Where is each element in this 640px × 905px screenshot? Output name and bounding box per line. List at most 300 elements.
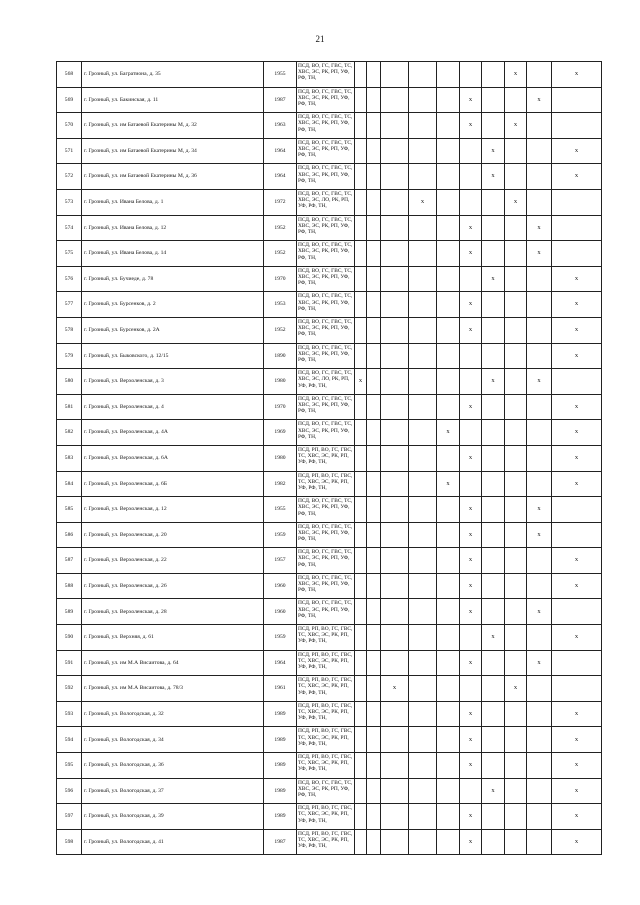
mark-cell: x <box>552 317 602 343</box>
mark-cell: x <box>460 292 482 318</box>
row-number-cell: 588 <box>57 573 82 599</box>
mark-cell: x <box>460 522 482 548</box>
mark-cell <box>482 394 505 420</box>
row-number-cell: 585 <box>57 497 82 523</box>
year-cell: 1989 <box>264 727 297 753</box>
mark-cell <box>367 829 381 855</box>
mark-cell: x <box>460 573 482 599</box>
mark-cell <box>409 369 437 395</box>
mark-cell <box>482 445 505 471</box>
mark-cell <box>367 650 381 676</box>
mark-cell <box>367 189 381 215</box>
mark-cell <box>355 548 367 574</box>
mark-cell: x <box>505 113 527 139</box>
mark-cell <box>482 317 505 343</box>
address-cell: г. Грозный, ул. Ивана Белова, д. 14 <box>82 241 264 267</box>
mark-cell <box>367 138 381 164</box>
row-number-cell: 571 <box>57 138 82 164</box>
mark-cell <box>527 573 552 599</box>
mark-cell <box>437 266 460 292</box>
mark-cell <box>367 522 381 548</box>
mark-cell <box>505 548 527 574</box>
mark-cell <box>437 804 460 830</box>
row-number-cell: 594 <box>57 727 82 753</box>
table-row <box>57 292 602 318</box>
services-cell: ПСД, ВО, ГС, ГВС, ТС, ХВС, ЭС, РК, РП, УФ, РФ, ТН, <box>297 164 355 190</box>
table-row <box>57 650 602 676</box>
mark-cell <box>527 189 552 215</box>
mark-cell <box>482 241 505 267</box>
mark-cell <box>437 522 460 548</box>
address-cell: г. Грозный, ул. Верхоленская, д. 20 <box>82 522 264 548</box>
address-cell: г. Грозный, ул. Вологодская, д. 34 <box>82 727 264 753</box>
mark-cell: x <box>552 266 602 292</box>
row-number-cell: 582 <box>57 420 82 446</box>
mark-cell <box>367 497 381 523</box>
row-number-cell: 592 <box>57 676 82 702</box>
mark-cell <box>460 343 482 369</box>
mark-cell: x <box>552 445 602 471</box>
mark-cell <box>367 599 381 625</box>
table-row <box>57 497 602 523</box>
mark-cell <box>482 189 505 215</box>
mark-cell: x <box>460 317 482 343</box>
mark-cell <box>527 727 552 753</box>
mark-cell <box>381 497 409 523</box>
mark-cell: x <box>552 753 602 779</box>
mark-cell <box>409 753 437 779</box>
mark-cell <box>381 164 409 190</box>
address-cell: г. Грозный, ул. Вологодская, д. 32 <box>82 701 264 727</box>
mark-cell <box>482 829 505 855</box>
mark-cell <box>460 471 482 497</box>
mark-cell: x <box>482 164 505 190</box>
year-cell: 1980 <box>264 445 297 471</box>
mark-cell <box>381 189 409 215</box>
mark-cell <box>505 471 527 497</box>
year-cell: 1960 <box>264 573 297 599</box>
address-cell: г. Грозный, ул. Вологодская, д. 37 <box>82 778 264 804</box>
mark-cell <box>409 625 437 651</box>
year-cell: 1980 <box>264 369 297 395</box>
mark-cell <box>409 394 437 420</box>
mark-cell <box>505 727 527 753</box>
mark-cell <box>355 317 367 343</box>
mark-cell <box>552 189 602 215</box>
mark-cell <box>381 369 409 395</box>
mark-cell <box>367 292 381 318</box>
services-cell: ПСД, ВО, ГС, ГВС, ТС, ХВС, ЭС, РК, РП, УФ, РФ, ТН, <box>297 599 355 625</box>
mark-cell <box>482 471 505 497</box>
mark-cell <box>527 164 552 190</box>
mark-cell: x <box>460 113 482 139</box>
mark-cell <box>505 522 527 548</box>
services-cell: ПСД, РП, ВО, ГС, ГВС, ТС, ХВС, ЭС, РК, РП, УФ, РФ, ТН, <box>297 471 355 497</box>
mark-cell <box>437 599 460 625</box>
row-number-cell: 568 <box>57 62 82 88</box>
mark-cell <box>505 241 527 267</box>
year-cell: 1969 <box>264 420 297 446</box>
mark-cell <box>460 369 482 395</box>
year-cell: 1972 <box>264 189 297 215</box>
mark-cell <box>355 266 367 292</box>
mark-cell <box>367 369 381 395</box>
mark-cell <box>381 87 409 113</box>
address-cell: г. Грозный, ул. Верхоленская, д. 4А <box>82 420 264 446</box>
mark-cell <box>527 292 552 318</box>
services-cell: ПСД, ВО, ГС, ГВС, ТС, ХВС, ЭС, ЛО, РК, РП, УФ, РФ, ТН, <box>297 369 355 395</box>
mark-cell <box>381 138 409 164</box>
mark-cell <box>381 804 409 830</box>
mark-cell <box>409 676 437 702</box>
mark-cell <box>409 113 437 139</box>
mark-cell <box>355 522 367 548</box>
mark-cell <box>409 62 437 88</box>
mark-cell: x <box>527 369 552 395</box>
services-cell: ПСД, РП, ВО, ГС, ГВС, ТС, ХВС, ЭС, РК, РП, УФ, РФ, ТН, <box>297 829 355 855</box>
row-number-cell: 597 <box>57 804 82 830</box>
mark-cell <box>381 573 409 599</box>
year-cell: 1952 <box>264 241 297 267</box>
page-number: 21 <box>315 34 325 44</box>
mark-cell <box>460 62 482 88</box>
mark-cell: x <box>460 548 482 574</box>
year-cell: 1964 <box>264 650 297 676</box>
mark-cell: x <box>482 266 505 292</box>
address-cell: г. Грозный, ул. Ивана Белова, д. 12 <box>82 215 264 241</box>
mark-cell <box>482 113 505 139</box>
mark-cell: x <box>552 625 602 651</box>
mark-cell <box>505 625 527 651</box>
table-row <box>57 343 602 369</box>
mark-cell: x <box>505 676 527 702</box>
mark-cell: x <box>552 573 602 599</box>
services-cell: ПСД, ВО, ГС, ГВС, ТС, ХВС, ЭС, РК, РП, УФ, РФ, ТН, <box>297 215 355 241</box>
mark-cell <box>437 215 460 241</box>
row-number-cell: 587 <box>57 548 82 574</box>
row-number-cell: 569 <box>57 87 82 113</box>
mark-cell <box>367 573 381 599</box>
mark-cell: x <box>460 804 482 830</box>
mark-cell <box>367 266 381 292</box>
mark-cell <box>381 62 409 88</box>
mark-cell <box>355 727 367 753</box>
mark-cell <box>409 650 437 676</box>
row-number-cell: 580 <box>57 369 82 395</box>
row-number-cell: 570 <box>57 113 82 139</box>
mark-cell <box>505 804 527 830</box>
mark-cell: x <box>381 676 409 702</box>
mark-cell <box>482 753 505 779</box>
mark-cell: x <box>437 471 460 497</box>
table-row <box>57 573 602 599</box>
services-cell: ПСД, ВО, ГС, ГВС, ТС, ХВС, ЭС, РК, РП, УФ, РФ, ТН, <box>297 497 355 523</box>
mark-cell: x <box>552 471 602 497</box>
services-cell: ПСД, ВО, ГС, ГВС, ТС, ХВС, ЭС, РК, РП, УФ, РФ, ТН, <box>297 778 355 804</box>
mark-cell: x <box>355 369 367 395</box>
mark-cell <box>409 317 437 343</box>
mark-cell <box>505 292 527 318</box>
address-cell: г. Грозный, ул. Вологодская, д. 36 <box>82 753 264 779</box>
mark-cell <box>367 241 381 267</box>
table-row <box>57 189 602 215</box>
services-cell: ПСД, ВО, ГС, ГВС, ТС, ХВС, ЭС, РК, РП, УФ, РФ, ТН, <box>297 548 355 574</box>
mark-cell <box>355 778 367 804</box>
mark-cell: x <box>527 650 552 676</box>
mark-cell <box>355 599 367 625</box>
mark-cell <box>460 676 482 702</box>
mark-cell <box>355 573 367 599</box>
mark-cell: x <box>552 548 602 574</box>
mark-cell: x <box>552 778 602 804</box>
mark-cell <box>409 471 437 497</box>
address-cell: г. Грозный, ул. им Батаевой Екатерины М, д. 32 <box>82 113 264 139</box>
mark-cell: x <box>460 701 482 727</box>
row-number-cell: 578 <box>57 317 82 343</box>
mark-cell: x <box>552 62 602 88</box>
table-row <box>57 701 602 727</box>
row-number-cell: 593 <box>57 701 82 727</box>
row-number-cell: 591 <box>57 650 82 676</box>
mark-cell <box>367 471 381 497</box>
address-cell: г. Грозный, ул. Бакинская, д. 11 <box>82 87 264 113</box>
mark-cell <box>482 573 505 599</box>
mark-cell <box>552 87 602 113</box>
mark-cell <box>437 164 460 190</box>
mark-cell <box>437 445 460 471</box>
year-cell: 1953 <box>264 292 297 318</box>
year-cell: 1959 <box>264 625 297 651</box>
address-cell: г. Грозный, ул. Ивана Белова, д. 1 <box>82 189 264 215</box>
mark-cell: x <box>460 87 482 113</box>
mark-cell <box>527 625 552 651</box>
year-cell: 1964 <box>264 138 297 164</box>
mark-cell: x <box>552 804 602 830</box>
year-cell: 1890 <box>264 343 297 369</box>
address-cell: г. Грозный, ул. Быковского, д. 12/15 <box>82 343 264 369</box>
row-number-cell: 573 <box>57 189 82 215</box>
year-cell: 1987 <box>264 87 297 113</box>
mark-cell <box>437 138 460 164</box>
year-cell: 1955 <box>264 497 297 523</box>
mark-cell: x <box>552 829 602 855</box>
mark-cell <box>552 497 602 523</box>
mark-cell <box>381 778 409 804</box>
mark-cell: x <box>527 241 552 267</box>
year-cell: 1952 <box>264 215 297 241</box>
mark-cell <box>381 548 409 574</box>
mark-cell <box>409 241 437 267</box>
table-row <box>57 420 602 446</box>
mark-cell <box>409 138 437 164</box>
mark-cell <box>381 394 409 420</box>
mark-cell: x <box>552 420 602 446</box>
mark-cell <box>437 62 460 88</box>
mark-cell <box>381 113 409 139</box>
year-cell: 1982 <box>264 471 297 497</box>
mark-cell <box>505 497 527 523</box>
mark-cell: x <box>527 599 552 625</box>
mark-cell <box>381 420 409 446</box>
address-cell: г. Грозный, ул. Верхоленская, д. 22 <box>82 548 264 574</box>
mark-cell <box>437 650 460 676</box>
mark-cell <box>437 778 460 804</box>
table-row <box>57 215 602 241</box>
services-cell: ПСД, ВО, ГС, ГВС, ТС, ХВС, ЭС, РК, РП, УФ, РФ, ТН, <box>297 62 355 88</box>
mark-cell <box>482 343 505 369</box>
mark-cell <box>409 778 437 804</box>
mark-cell <box>482 701 505 727</box>
mark-cell <box>527 62 552 88</box>
mark-cell: x <box>552 701 602 727</box>
mark-cell <box>505 343 527 369</box>
table-row <box>57 369 602 395</box>
row-number-cell: 586 <box>57 522 82 548</box>
mark-cell <box>552 599 602 625</box>
year-cell: 1964 <box>264 164 297 190</box>
mark-cell <box>527 676 552 702</box>
mark-cell <box>505 87 527 113</box>
mark-cell <box>482 804 505 830</box>
mark-cell <box>367 804 381 830</box>
services-cell: ПСД, ВО, ГС, ГВС, ТС, ХВС, ЭС, РК, РП, УФ, РФ, ТН, <box>297 394 355 420</box>
mark-cell <box>367 727 381 753</box>
mark-cell <box>355 753 367 779</box>
table-row <box>57 113 602 139</box>
mark-cell <box>409 215 437 241</box>
services-cell: ПСД, РП, ВО, ГС, ГВС, ТС, ХВС, ЭС, РК, РП, УФ, РФ, ТН, <box>297 804 355 830</box>
mark-cell <box>460 189 482 215</box>
address-cell: г. Грозный, ул. Верхоленская, д. 4 <box>82 394 264 420</box>
mark-cell <box>437 676 460 702</box>
mark-cell <box>552 676 602 702</box>
mark-cell <box>527 138 552 164</box>
address-cell: г. Грозный, ул. им Батаевой Екатерины М, д. 36 <box>82 164 264 190</box>
mark-cell <box>505 420 527 446</box>
year-cell: 1959 <box>264 522 297 548</box>
mark-cell <box>437 317 460 343</box>
mark-cell <box>482 522 505 548</box>
row-number-cell: 584 <box>57 471 82 497</box>
housing-register-table <box>56 61 602 855</box>
mark-cell <box>505 599 527 625</box>
mark-cell <box>367 343 381 369</box>
mark-cell <box>355 445 367 471</box>
mark-cell: x <box>482 138 505 164</box>
mark-cell <box>355 625 367 651</box>
mark-cell <box>409 266 437 292</box>
mark-cell <box>552 650 602 676</box>
mark-cell <box>437 727 460 753</box>
mark-cell <box>409 701 437 727</box>
mark-cell <box>355 471 367 497</box>
mark-cell <box>437 343 460 369</box>
mark-cell <box>381 292 409 318</box>
mark-cell: x <box>409 189 437 215</box>
mark-cell: x <box>460 599 482 625</box>
mark-cell <box>409 420 437 446</box>
mark-cell <box>355 138 367 164</box>
mark-cell <box>505 215 527 241</box>
services-cell: ПСД, РП, ВО, ГС, ГВС, ТС, ХВС, ЭС, РК, РП, УФ, РФ, ТН, <box>297 650 355 676</box>
address-cell: г. Грозный, ул. Верхоленская, д. 6Б <box>82 471 264 497</box>
mark-cell <box>367 445 381 471</box>
mark-cell <box>409 548 437 574</box>
row-number-cell: 576 <box>57 266 82 292</box>
table-row <box>57 62 602 88</box>
mark-cell: x <box>482 369 505 395</box>
table-row <box>57 804 602 830</box>
address-cell: г. Грозный, ул. им М.А Висаитова, д. 78/3 <box>82 676 264 702</box>
row-number-cell: 575 <box>57 241 82 267</box>
mark-cell <box>355 394 367 420</box>
mark-cell: x <box>552 727 602 753</box>
mark-cell <box>482 62 505 88</box>
services-cell: ПСД, ВО, ГС, ГВС, ТС, ХВС, ЭС, РК, РП, УФ, РФ, ТН, <box>297 317 355 343</box>
row-number-cell: 574 <box>57 215 82 241</box>
address-cell: г. Грозный, ул. Верхоленская, д. 28 <box>82 599 264 625</box>
mark-cell <box>355 343 367 369</box>
mark-cell: x <box>552 292 602 318</box>
mark-cell <box>552 113 602 139</box>
mark-cell <box>552 215 602 241</box>
mark-cell <box>367 215 381 241</box>
mark-cell <box>437 497 460 523</box>
mark-cell <box>527 471 552 497</box>
services-cell: ПСД, ВО, ГС, ГВС, ТС, ХВС, ЭС, РК, РП, УФ, РФ, ТН, <box>297 573 355 599</box>
mark-cell: x <box>460 753 482 779</box>
mark-cell <box>367 548 381 574</box>
year-cell: 1987 <box>264 829 297 855</box>
mark-cell <box>552 522 602 548</box>
services-cell: ПСД, ВО, ГС, ГВС, ТС, ХВС, ЭС, РК, РП, УФ, РФ, ТН, <box>297 292 355 318</box>
mark-cell <box>367 62 381 88</box>
services-cell: ПСД, ВО, ГС, ГВС, ТС, ХВС, ЭС, РК, РП, УФ, РФ, ТН, <box>297 420 355 446</box>
year-cell: 1989 <box>264 753 297 779</box>
table-row <box>57 548 602 574</box>
mark-cell <box>409 292 437 318</box>
mark-cell <box>482 87 505 113</box>
table-body <box>57 62 602 855</box>
year-cell: 1970 <box>264 266 297 292</box>
mark-cell <box>409 497 437 523</box>
row-number-cell: 581 <box>57 394 82 420</box>
mark-cell <box>367 164 381 190</box>
table-row <box>57 317 602 343</box>
mark-cell: x <box>527 522 552 548</box>
mark-cell <box>552 241 602 267</box>
mark-cell <box>437 189 460 215</box>
mark-cell <box>505 650 527 676</box>
services-cell: ПСД, ВО, ГС, ГВС, ТС, ХВС, ЭС, РК, РП, УФ, РФ, ТН, <box>297 266 355 292</box>
mark-cell <box>355 497 367 523</box>
mark-cell: x <box>527 497 552 523</box>
table-row <box>57 164 602 190</box>
address-cell: г. Грозный, ул. им Батаевой Екатерины М, д. 34 <box>82 138 264 164</box>
mark-cell <box>505 266 527 292</box>
mark-cell <box>367 317 381 343</box>
mark-cell <box>367 420 381 446</box>
mark-cell <box>355 650 367 676</box>
mark-cell <box>381 599 409 625</box>
mark-cell: x <box>505 189 527 215</box>
mark-cell <box>505 701 527 727</box>
year-cell: 1952 <box>264 317 297 343</box>
mark-cell <box>527 445 552 471</box>
mark-cell <box>460 266 482 292</box>
table-row <box>57 241 602 267</box>
year-cell: 1970 <box>264 394 297 420</box>
